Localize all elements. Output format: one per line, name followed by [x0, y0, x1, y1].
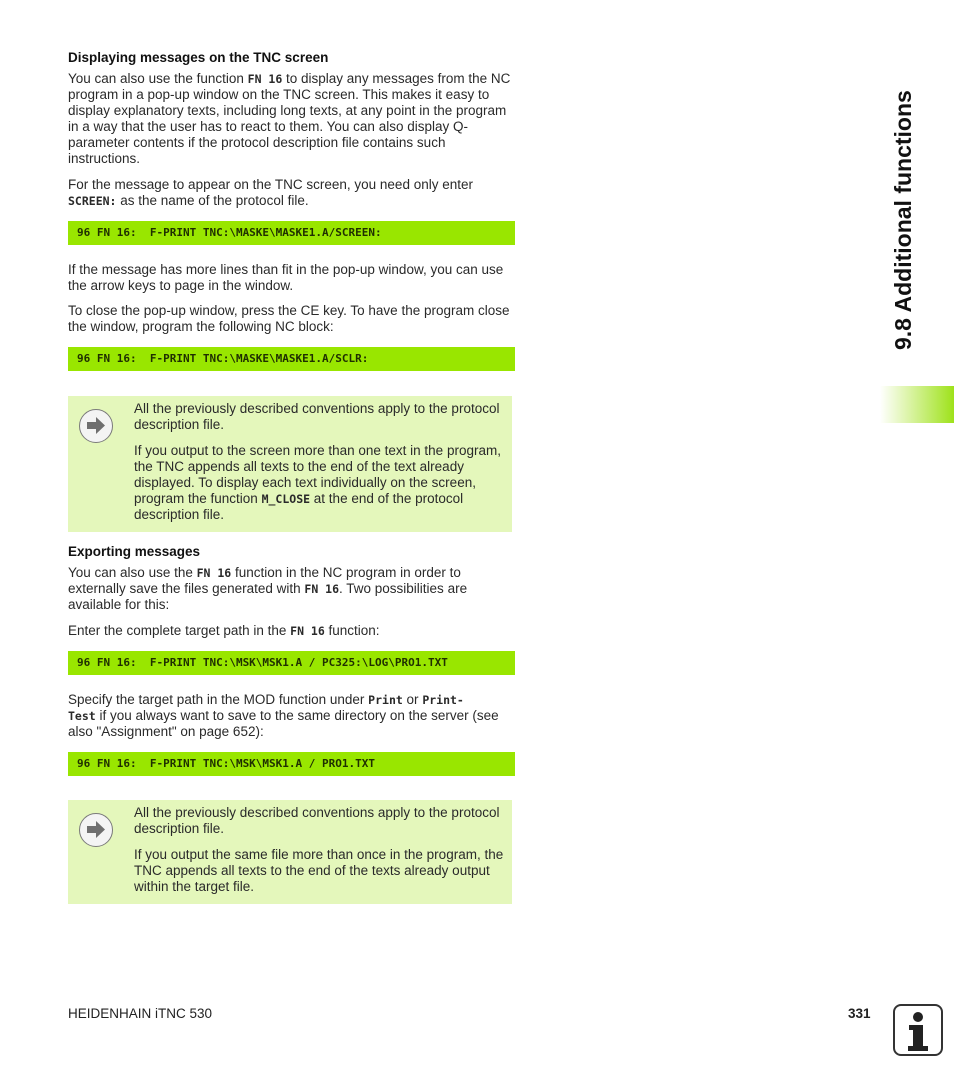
paragraph: You can also use the function FN 16 to display any messages from the NC program in a pop-up window on the TNC screen. This makes it easy to display explanatory texts, including long texts, at any point in the program in a way that the user has to react to them. You can also display Q-parameter contents if the protocol description file contains such instructions. — [68, 71, 511, 166]
note-box — [68, 800, 512, 904]
page-number: 331 — [848, 1006, 871, 1021]
code-block: 96 FN 16: F-PRINT TNC:\MASKE\MASKE1.A/SCREEN: — [68, 221, 515, 245]
paragraph: Specify the target path in the MOD function under Print or Print- Test if you always want to save to the same directory on the server (see also "Assignment" on page 652): — [68, 692, 499, 739]
section-heading: Displaying messages on the TNC screen — [68, 50, 329, 65]
paragraph: For the message to appear on the TNC screen, you need only enter SCREEN: as the name of the protocol file. — [68, 177, 473, 208]
note-text: All the previously described conventions apply to the protocol description file. — [134, 401, 500, 432]
note-box — [68, 396, 512, 532]
side-chapter-title: 9.8 Additional functions — [890, 90, 916, 350]
note-text: All the previously described conventions apply to the protocol description file. — [134, 805, 500, 836]
note-text: If you output the same file more than once in the program, the TNC appends all texts to the end of the texts already output within the target file. — [134, 847, 504, 894]
paragraph: Enter the complete target path in the FN 16 function: — [68, 623, 380, 638]
footer-product: HEIDENHAIN iTNC 530 — [68, 1006, 213, 1021]
paragraph: You can also use the FN 16 function in the NC program in order to externally save the files generated with FN 16. Two possibilities are available for this: — [68, 565, 468, 612]
code-block: 96 FN 16: F-PRINT TNC:\MSK\MSK1.A / PRO1.TXT — [68, 752, 515, 776]
paragraph: To close the pop-up window, press the CE key. To have the program close the window, program the following NC block: — [68, 303, 510, 334]
arrow-right-icon — [79, 409, 113, 443]
code-block: 96 FN 16: F-PRINT TNC:\MSK\MSK1.A / PC325:\LOG\PRO1.TXT — [68, 651, 515, 675]
section-heading: Exporting messages — [68, 544, 201, 559]
note-text: If you output to the screen more than one text in the program, the TNC appends all texts to the end of the text already displayed. To display each text individually on the screen, program the function M_CLOSE at the end of the protocol description file. — [134, 443, 501, 522]
code-block: 96 FN 16: F-PRINT TNC:\MASKE\MASKE1.A/SCLR: — [68, 347, 515, 371]
info-icon — [893, 1004, 943, 1056]
arrow-right-icon — [79, 813, 113, 847]
chapter-tab — [880, 386, 954, 423]
paragraph: If the message has more lines than fit in the pop-up window, you can use the arrow keys to page in the window. — [68, 262, 504, 293]
